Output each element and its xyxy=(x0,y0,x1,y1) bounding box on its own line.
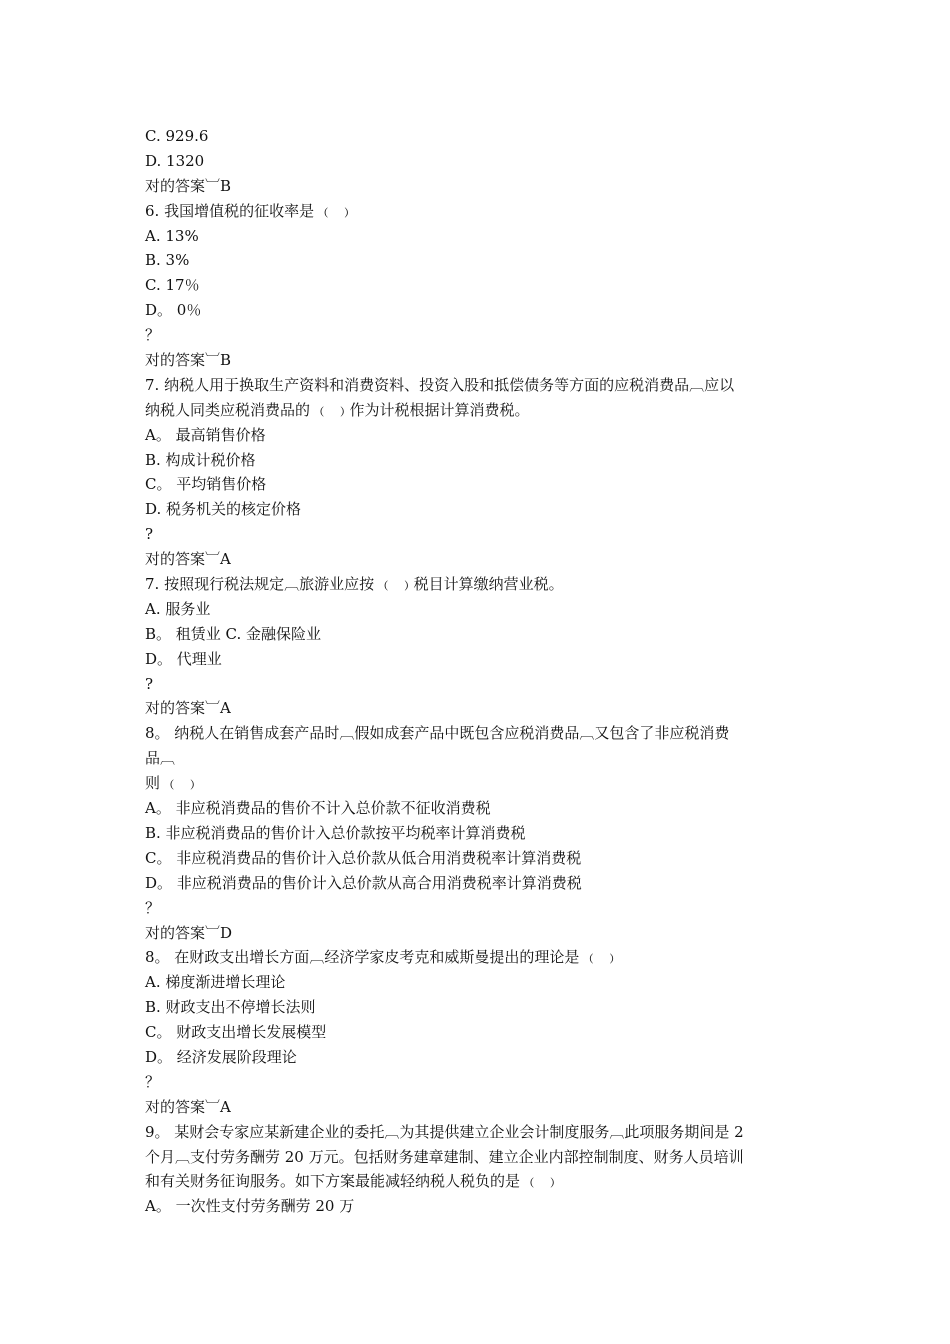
question-8b: 8。 在财政支出增长方面︹经济学家皮考克和威斯曼提出的理论是 ﹙ ﹚ xyxy=(145,948,619,967)
question-8a-continued: 品︹ xyxy=(145,749,176,768)
option-line: C. 17％ xyxy=(145,276,200,295)
option-line: B. 非应税消费品的售价计入总价款按平均税率计算消费税 xyxy=(145,823,526,842)
document-page xyxy=(145,124,810,1219)
answer-line: 对的答案︺B xyxy=(145,351,232,370)
option-line: B。 租赁业 C. 金融保险业 xyxy=(145,624,322,643)
option-line: A. 13% xyxy=(145,226,199,245)
option-line: D。 代理业 xyxy=(145,649,222,668)
question-mark-line: ？ xyxy=(145,898,161,917)
question-mark-line: ? xyxy=(145,525,154,544)
question-7b: 7. 按照现行税法规定︹旅游业应按 ﹙ ﹚税目计算缴纳营业税。 xyxy=(145,575,564,594)
question-8a-continued: 则 ﹙ ﹚ xyxy=(145,774,200,793)
question-mark-line: ？ xyxy=(145,1072,161,1091)
question-9-continued: 和有关财务征询服务。如下方案最能减轻纳税人税负的是 ﹙ ﹚ xyxy=(145,1172,560,1191)
answer-line: 对的答案︺A xyxy=(145,550,231,569)
option-line: A. 梯度渐进增长理论 xyxy=(145,973,286,992)
question-8a: 8。 纳税人在销售成套产品时︹假如成套产品中既包含应税消费品︹又包含了非应税消费 xyxy=(145,724,730,743)
option-line: B. 构成计税价格 xyxy=(145,450,256,469)
option-line: A。 一次性支付劳务酬劳 20 万 xyxy=(145,1197,355,1216)
option-line: A. 服务业 xyxy=(145,599,211,618)
option-line: A。 最高销售价格 xyxy=(145,425,266,444)
option-line: D。 0％ xyxy=(145,301,202,320)
question-mark-line: ？ xyxy=(145,326,161,345)
option-line: D. 税务机关的核定价格 xyxy=(145,500,302,519)
question-9: 9。 某财会专家应某新建企业的委托︹为其提供建立企业会计制度服务︹此项服务期间是 2 xyxy=(145,1122,744,1141)
text-line: D. 1320 xyxy=(145,151,205,170)
option-line: C。 财政支出增长发展模型 xyxy=(145,1023,327,1042)
question-6: 6. 我国增值税的征收率是 ﹙ ﹚ xyxy=(145,201,354,220)
answer-line: 对的答案︺A xyxy=(145,1097,231,1116)
answer-line: 对的答案︺A xyxy=(145,699,231,718)
option-line: D。 非应税消费品的售价计入总价款从高合用消费税率计算消费税 xyxy=(145,873,582,892)
question-7a-continued: 纳税人同类应税消费品的 ﹙ ﹚作为计税根据计算消费税。 xyxy=(145,400,530,419)
option-line: D。 经济发展阶段理论 xyxy=(145,1047,297,1066)
option-line: A。 非应税消费品的售价不计入总价款不征收消费税 xyxy=(145,799,491,818)
option-line: C。 平均销售价格 xyxy=(145,475,267,494)
question-mark-line: ? xyxy=(145,674,154,693)
text-line: C. 929.6 xyxy=(145,127,209,145)
question-7a: 7. 纳税人用于换取生产资料和消费资料、投资入股和抵偿债务等方面的应税消费品︹应以 xyxy=(145,375,735,394)
answer-line: 对的答案︺D xyxy=(145,923,233,942)
option-line: C。 非应税消费品的售价计入总价款从低合用消费税率计算消费税 xyxy=(145,848,582,867)
answer-line: 对的答案︺B xyxy=(145,176,232,195)
question-9-continued: 个月︹支付劳务酬劳 20 万元。包括财务建章建制、建立企业内部控制制度、财务人员培训 xyxy=(145,1147,744,1166)
option-line: B. 3% xyxy=(145,251,190,270)
option-line: B. 财政支出不停增长法则 xyxy=(145,998,316,1017)
